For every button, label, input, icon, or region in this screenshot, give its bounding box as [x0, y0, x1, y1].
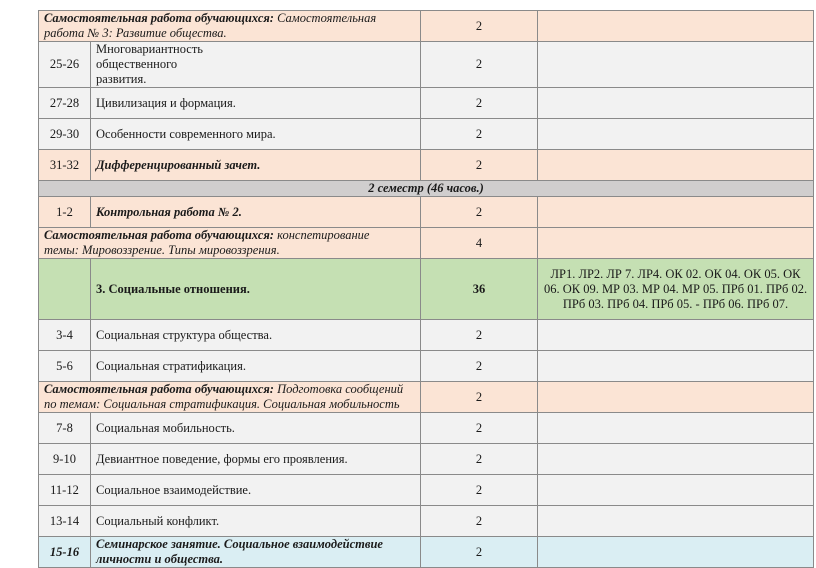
competency-cell — [538, 88, 814, 119]
hours-cell: 2 — [421, 475, 538, 506]
lesson-number: 1-2 — [39, 197, 91, 228]
competency-cell — [538, 351, 814, 382]
hours-cell: 2 — [421, 537, 538, 568]
lesson-number: 9-10 — [39, 444, 91, 475]
lesson-title: Контрольная работа № 2. — [91, 197, 421, 228]
table-row — [39, 444, 814, 475]
lesson-number: 25-26 — [39, 42, 91, 88]
table-row — [39, 197, 814, 228]
self-work-cell — [39, 382, 421, 413]
table-row — [39, 382, 814, 413]
lesson-title: Дифференцированный зачет. — [91, 150, 421, 181]
table-row — [39, 150, 814, 181]
semester-row — [39, 181, 814, 197]
hours-cell: 2 — [421, 413, 538, 444]
competency-cell — [538, 11, 814, 42]
self-work-cell — [39, 228, 421, 259]
table-row — [39, 42, 814, 88]
lesson-number: 11-12 — [39, 475, 91, 506]
lesson-number: 5-6 — [39, 351, 91, 382]
competency-cell — [538, 119, 814, 150]
table-row — [39, 228, 814, 259]
self-work-text: конспетирование темы: Мировоззрение. Типы мировоззрения. — [44, 228, 370, 257]
table-row — [39, 11, 814, 42]
competency-cell — [538, 382, 814, 413]
hours-cell: 36 — [421, 259, 538, 320]
lesson-number: 13-14 — [39, 506, 91, 537]
self-work-cell — [39, 11, 421, 42]
self-work-label: Самостоятельная работа обучающихся: — [44, 228, 274, 242]
lesson-title: Многовариантность общественного развития. — [91, 42, 421, 88]
self-work-label: Самостоятельная работа обучающихся: — [44, 11, 274, 25]
hours-cell: 2 — [421, 351, 538, 382]
self-work-label: Самостоятельная работа обучающихся: — [44, 382, 274, 396]
table-row — [39, 506, 814, 537]
competency-cell — [538, 506, 814, 537]
competency-cell — [538, 444, 814, 475]
competency-cell: ЛР1. ЛР2. ЛР 7. ЛР4. ОК 02. ОК 04. ОК 05. ОК 06. ОК 09. МР 03. МР 04. МР 05. ПРб 01. ПРб 02. ПРб 03. ПРб 04. ПРб 05. - ПРб 06. ПРб 07. — [538, 259, 814, 320]
competency-cell — [538, 228, 814, 259]
lesson-number: 3-4 — [39, 320, 91, 351]
table-row — [39, 119, 814, 150]
self-work-text: Самостоятельная работа № 3: Развитие общества. — [44, 11, 377, 40]
hours-cell: 2 — [421, 42, 538, 88]
lesson-title: Особенности современного мира. — [91, 119, 421, 150]
table-row — [39, 88, 814, 119]
competency-cell — [538, 320, 814, 351]
table-row — [39, 537, 814, 568]
table-row — [39, 320, 814, 351]
hours-cell: 2 — [421, 88, 538, 119]
hours-cell: 4 — [421, 228, 538, 259]
competency-cell — [538, 413, 814, 444]
competency-cell — [538, 150, 814, 181]
section-title: 3. Социальные отношения. — [91, 259, 421, 320]
competency-cell — [538, 475, 814, 506]
table-row — [39, 413, 814, 444]
lesson-number — [39, 259, 91, 320]
table-row — [39, 475, 814, 506]
competency-cell — [538, 537, 814, 568]
table-row — [39, 351, 814, 382]
lesson-title: Социальное взаимодействие. — [91, 475, 421, 506]
lesson-title: Девиантное поведение, формы его проявления. — [91, 444, 421, 475]
hours-cell: 2 — [421, 320, 538, 351]
competency-cell — [538, 197, 814, 228]
curriculum-table — [38, 10, 814, 568]
lesson-title: Социальная мобильность. — [91, 413, 421, 444]
hours-cell: 2 — [421, 197, 538, 228]
hours-cell: 2 — [421, 11, 538, 42]
lesson-number: 15-16 — [39, 537, 91, 568]
hours-cell: 2 — [421, 150, 538, 181]
hours-cell: 2 — [421, 444, 538, 475]
lesson-title: Цивилизация и формация. — [91, 88, 421, 119]
lesson-number: 29-30 — [39, 119, 91, 150]
lesson-number: 7-8 — [39, 413, 91, 444]
lesson-title: Социальная структура общества. — [91, 320, 421, 351]
hours-cell: 2 — [421, 119, 538, 150]
lesson-number: 31-32 — [39, 150, 91, 181]
lesson-number: 27-28 — [39, 88, 91, 119]
lesson-title: Семинарское занятие. Социальное взаимодействие личности и общества. — [91, 537, 421, 568]
section-row — [39, 259, 814, 320]
semester-title: 2 семестр (46 часов.) — [39, 181, 814, 197]
hours-cell: 2 — [421, 382, 538, 413]
competency-cell — [538, 42, 814, 88]
self-work-text: Подготовка сообщений по темам: Социальная стратификация. Социальная мобильность — [44, 382, 404, 411]
hours-cell: 2 — [421, 506, 538, 537]
lesson-title: Социальная стратификация. — [91, 351, 421, 382]
lesson-title: Социальный конфликт. — [91, 506, 421, 537]
